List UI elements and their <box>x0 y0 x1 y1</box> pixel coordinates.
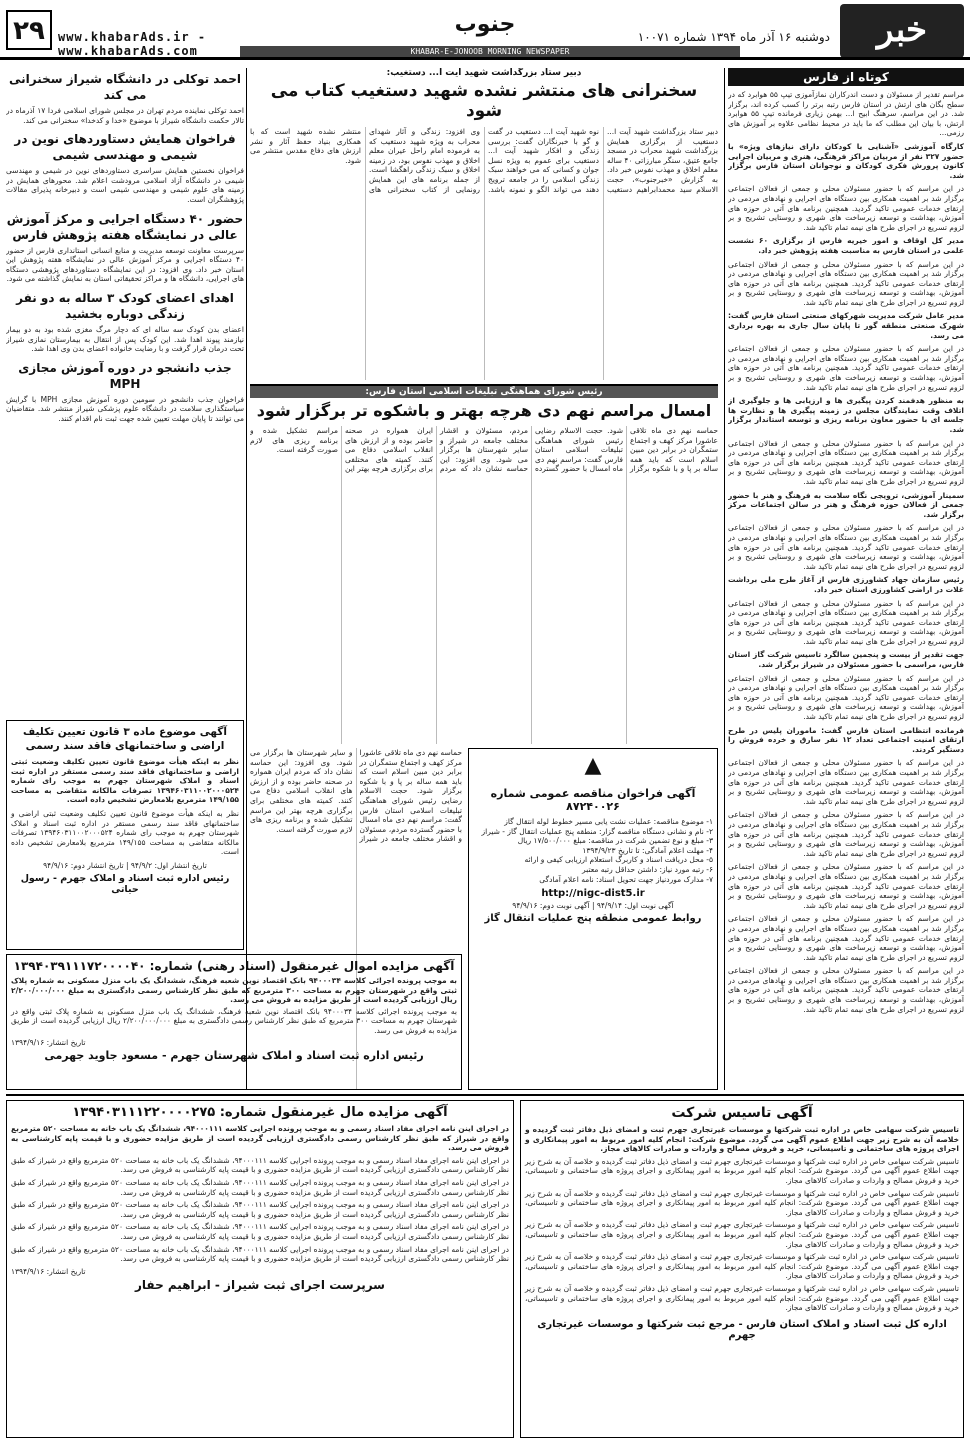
right-body: در این مراسم که با حضور مسئولان محلی و جمعی از فعالان اجتماعی برگزار شد بر اهمیت همکاری بین دستگاه های اجرایی و نهادهای مردمی در ارتقای خدمات عمومی تاکید گردید. همچنین برنامه های آتی در حوزه های آموزش، بهداشت و توسعه زیرساخت های شهری و روستایی تشریح و بر لزوم تسریع در اجرای طرح های نیمه تمام تاکید شد. <box>728 914 964 962</box>
right-column-heading: کوتاه از فارس <box>728 68 964 86</box>
ad-item: ۷- مدارک موردنیاز جهت تحویل اسناد: نامه اعلام آمادگی <box>539 874 713 884</box>
ad-body: تاسیس شرکت سهامی خاص در اداره ثبت شرکتها و موسسات غیرتجاری جهرم ثبت و امضای ذیل دفاتر ثبت گردیده و خلاصه آن به شرح زیر جهت اطلاع عموم آگهی می گردد. موضوع شرکت: انجام کلیه امور مربوط به امور پیمانکاری و اجرای پروژه های ساختمانی و تاسیساتی، خرید و فروش مصالح و واردات و صادرات کالاهای مجاز. <box>525 1156 959 1185</box>
english-strip: KHABAR-E-JONOOB MORNING NEWSPAPER <box>240 46 740 58</box>
ad-item: ۴- مهلت اعلام آمادگی: تا تاریخ ۱۳۹۴/۹/۲۳ <box>582 845 713 855</box>
news-body: فراخوان جذب دانشجو در سومین دوره آموزش مجازی MPH با گرایش سیاستگذاری سلامت در دانشگاه علوم پزشکی شیراز منتشر شد. متقاضیان می توانند تا پایان مهلت تعیین شده جهت ثبت نام اقدام کنند. <box>6 394 244 423</box>
news-headline: اهدای اعضای کودک ۳ ساله به دو نفر زندگی دوباره بخشید <box>16 290 234 321</box>
right-body: در این مراسم که با حضور مسئولان محلی و جمعی از فعالان اجتماعی برگزار شد بر اهمیت همکاری بین دستگاه های اجرایی و نهادهای مردمی در ارتقای خدمات عمومی تاکید گردید. همچنین برنامه های آتی در حوزه های آموزش، بهداشت و توسعه زیرساخت های شهری و روستایی تشریح و بر لزوم تسریع در اجرای طرح های نیمه تمام تاکید شد. <box>728 184 964 232</box>
ad-date: تاریخ انتشار: ۱۳۹۴/۹/۱۶ <box>11 1266 86 1276</box>
column-rule <box>246 68 247 1090</box>
ad-property-auction <box>6 1100 514 1438</box>
ad-body: تاسیس شرکت سهامی خاص در اداره ثبت شرکتها و موسسات غیرتجاری جهرم ثبت و امضای ذیل دفاتر ثبت گردیده و خلاصه آن به شرح زیر جهت اطلاع عموم آگهی می گردد. موضوع شرکت: انجام کلیه امور مربوط به امور پیمانکاری و اجرای پروژه های ساختمانی و تاسیساتی، خرید و فروش مصالح و واردات و صادرات کالاهای مجاز. <box>525 1125 959 1154</box>
news-headline: احمد توکلی در دانشگاه شیراز سخنرانی می کند <box>8 72 242 102</box>
article-body: دبیر ستاد بزرگداشت شهید آیت ا... دستغیب از برگزاری همایش بزرگداشت شهید محراب در مسجد جامع عتیق، سنگر مبارزاتی ۴۰ ساله معلم اخلاق و مهذب نفوس خبر داد. به گزارش «خبرجنوب»، حجت الاسلام سید محمدابراهیم دستغیب نوه شهید آیت ا... دستغیب در گفت و گو با خبرنگاران گفت: بررسی زندگی و افکار شهید آیت ا... دستغیب برای عموم به ویژه نسل جوان و کسانی که می خواهند سبک زندگی اسلامی را در جامعه ترویج دهند می تواند الگو و نمونه باشد. وی افزود: زندگی و آثار شهدای محراب به ویژه شهید دستغیب که به فرموده امام راحل عیران معلم اخلاق و مهذب نفوس بود، در زمینه اخلاق و سبک زندگی راهگشا است. از جمله برنامه های این همایش رونمایی از کتاب سخنرانی های منتشر نشده شهید است که با همکاری بنیاد حفظ آثار و نشر ارزش های دفاع مقدس منتشر می شود. <box>250 127 718 194</box>
news-body: سرپرست معاونت توسعه مدیریت و منابع انسانی استانداری فارس از حضور ۴۰ دستگاه اجرایی و مرکز آموزش عالی در نمایشگاه هفته پژوهش این استان خبر داد. وی افزود: در این نمایشگاه دستاوردهای پژوهشی دستگاه های اجرایی، دانشگاه ها و مراکز تحقیقاتی استان به نمایش گذاشته می شود. <box>6 245 244 284</box>
brief-item: مدیر کل اوقاف و امور خیریه فارس از برگزاری ۶۰ نشست علمی در استان فارس به مناسبت هفته پژوهش خبر داد. <box>728 236 964 255</box>
newspaper-logo: خبر <box>840 4 964 58</box>
article-body: حماسه نهم دی ماه تلاقی عاشورا مرکز کهف و اجتماع ستمگران در برابر دین مبین اسلام است که باید همه ساله بر پا و با شکوه برگزار شود. حجت الاسلام رضایی رئیس شورای هماهنگی تبلیغات اسلامی استان فارس گفت: مراسم نهم دی ماه امسال با حضور گسترده مردم، مسئولان و اقشار مختلف جامعه در شیراز و سایر شهرستان ها برگزار می شود. وی افزود: این حماسه نشان داد که مردم ایران همواره در صحنه حاضر بوده و از ارزش های انقلاب اسلامی دفاع می کنند. کمیته های مختلفی برای برگزاری هرچه بهتر این مراسم تشکیل شده و برنامه ریزی های لازم صورت گرفته است. <box>250 426 718 474</box>
brief-item: کارگاه آموزشی «آشنایی با کودکان دارای نیازهای ویژه» با حضور ۳۲۷ نفر از مربیان مراکز فرهنگی، هنری و مربیان اجرایی کانون پرورش فکری کودکان و نوجوانان استان فارس برگزار شد. <box>728 141 964 180</box>
ad-url[interactable]: http://nigc-dist5.ir <box>541 888 645 900</box>
page-number: ۲۹ <box>6 10 52 50</box>
ad-body: در اجرای اینن نامه اجرای مفاد اسناد رسمی و به موجب پرونده اجرایی کلاسه ۹۴۰۰۰۱۱۱، ششدانگ یک باب خانه به مساحت ۵۲۰ مترمربع واقع در شیراز که طبق نظر کارشناس رسمی دادگستری ارزیابی گردیده است از طریق مزایده حضوری و با قیمت پایه کارشناسی به فروش می رسد. <box>11 1124 510 1153</box>
right-body: در این مراسم که با حضور مسئولان محلی و جمعی از فعالان اجتماعی برگزار شد بر اهمیت همکاری بین دستگاه های اجرایی و نهادهای مردمی در ارتقای خدمات عمومی تاکید گردید. همچنین برنامه های آتی در حوزه های آموزش، بهداشت و توسعه زیرساخت های شهری و روستایی تشریح و بر لزوم تسریع در اجرای طرح های نیمه تمام تاکید شد. <box>728 966 964 1014</box>
article-kicker: دبیر ستاد بزرگداشت شهید آیت ا... دستغیب: <box>386 68 582 78</box>
ad-body: در اجرای اینن نامه اجرای مفاد اسناد رسمی و به موجب پرونده اجرایی کلاسه ۹۴۰۰۰۱۱۱، ششدانگ یک باب خانه به مساحت ۵۲۰ مترمربع واقع در شیراز که طبق نظر کارشناس رسمی دادگستری ارزیابی گردیده است از طریق مزایده حضوری و با قیمت پایه کارشناسی به فروش می رسد. <box>11 1244 510 1264</box>
section-rule <box>6 1094 964 1096</box>
right-body: در این مراسم که با حضور مسئولان محلی و جمعی از فعالان اجتماعی برگزار شد بر اهمیت همکاری بین دستگاه های اجرایی و نهادهای مردمی در ارتقای خدمات عمومی تاکید گردید. همچنین برنامه های آتی در حوزه های آموزش، بهداشت و توسعه زیرساخت های شهری و روستایی تشریح و بر لزوم تسریع در اجرای طرح های نیمه تمام تاکید شد. <box>728 810 964 858</box>
ad-signature: رئیس اداره ثبت اسناد و املاک جهرم - رسول حیاتی <box>20 872 230 895</box>
ad-mortgage-auction <box>6 954 462 1090</box>
brief-item: مدیر عامل شرکت مدیریت شهرکهای صنعتی استان فارس گفت: شهرک صنعتی منطقه گور تا پایان سال جاری به بهره برداری می رسد. <box>728 311 964 340</box>
ad-title: آگهی تاسیس شرکت <box>671 1105 813 1121</box>
right-body: در این مراسم که با حضور مسئولان محلی و جمعی از فعالان اجتماعی برگزار شد بر اهمیت همکاری بین دستگاه های اجرایی و نهادهای مردمی در ارتقای خدمات عمومی تاکید گردید. همچنین برنامه های آتی در حوزه های آموزش، بهداشت و توسعه زیرساخت های شهری و روستایی تشریح و بر لزوم تسریع در اجرای طرح های نیمه تمام تاکید شد. <box>728 523 964 571</box>
news-headline: حضور ۴۰ دستگاه اجرایی و مرکز آموزش عالی در نمایشگاه هفته پژوهش فارس <box>6 211 244 242</box>
right-lead: مراسم تقدیر از مسئولان و دست اندرکاران نمازآموزی تیپ ۵۵ هوابرد که در سطح بگان های ارتش در استان فارس رتبه برتر را کسب کرده اند، برگزار شد. در این مراسم، سرهنگ ابیح ا... بهمن زیاری فرمانده تیپ ۵۵ هوابرد ارتش، با بیان این مطلب که ما باید در محیط نظامی علاوه بر آموزش های رزمی... <box>728 90 964 138</box>
ad-body: نظر به اینکه هیأت موضوع قانون تعیین تکلیف وضعیت ثبتی اراضی و ساختمانهای فاقد سند رسمی مستقر در اداره ثبت اسناد و املاک شهرستان جهرم به موجب رای شماره ۱۳۹۴۶۰۳۱۱۰۰۲۰۰۰۵۲۴ تصرفات مالکانه متقاضی به مساحت ۱۴۹/۱۵۵ مترمربع بلامعارض تشخیص داده است. <box>11 757 239 805</box>
news-body: احمد توکلی نماینده مردم تهران در مجلس شورای اسلامی فردا ۱۷ آذرماه در تالار حکمت دانشگاه شیراز با موضوع «خدا و کدخدا» سخنرانی می کند. <box>6 106 244 125</box>
right-body: در این مراسم که با حضور مسئولان محلی و جمعی از فعالان اجتماعی برگزار شد بر اهمیت همکاری بین دستگاه های اجرایی و نهادهای مردمی در ارتقای خدمات عمومی تاکید گردید. همچنین برنامه های آتی در حوزه های آموزش، بهداشت و توسعه زیرساخت های شهری و روستایی تشریح و بر لزوم تسریع در اجرای طرح های نیمه تمام تاکید شد. <box>728 438 964 486</box>
section-title: جنوب <box>454 12 516 37</box>
right-body: در این مراسم که با حضور مسئولان محلی و جمعی از فعالان اجتماعی برگزار شد بر اهمیت همکاری بین دستگاه های اجرایی و نهادهای مردمی در ارتقای خدمات عمومی تاکید گردید. همچنین برنامه های آتی در حوزه های آموزش، بهداشت و توسعه زیرساخت های شهری و روستایی تشریح و بر لزوم تسریع در اجرای طرح های نیمه تمام تاکید شد. <box>728 758 964 806</box>
brief-item: سمینار آموزشی، ترویجی نگاه سلامت به فرهنگ و هنر با حضور جمعی از فعالان حوزه فرهنگ و هنر در سالن اجتماعات مرکز برگزار شد. <box>728 490 964 519</box>
ad-signature: سرپرست اجرای ثبت شیراز - ابراهیم حفار <box>135 1278 385 1293</box>
ad-body: تاسیس شرکت سهامی خاص در اداره ثبت شرکتها و موسسات غیرتجاری جهرم ثبت و امضای ذیل دفاتر ثبت گردیده و خلاصه آن به شرح زیر جهت اطلاع عموم آگهی می گردد. موضوع شرکت: انجام کلیه امور مربوط به امور پیمانکاری و اجرای پروژه های ساختمانی و تاسیساتی، خرید و فروش مصالح و واردات و صادرات کالاهای مجاز. <box>525 1283 959 1313</box>
right-body: در این مراسم که با حضور مسئولان محلی و جمعی از فعالان اجتماعی برگزار شد بر اهمیت همکاری بین دستگاه های اجرایی و نهادهای مردمی در ارتقای خدمات عمومی تاکید گردید. همچنین برنامه های آتی در حوزه های آموزش، بهداشت و توسعه زیرساخت های شهری و روستایی تشریح و بر لزوم تسریع در اجرای طرح های نیمه تمام تاکید شد. <box>728 259 964 307</box>
brief-item: جهت تقدیر از بیست و پنجمین سالگرد تاسیس شرکت گاز استان فارس، مراسمی با حضور مسئولان در شیراز برگزار شد. <box>728 650 964 670</box>
news-body: فراخوان نخستین همایش سراسری دستاوردهای نوین در شیمی و مهندسی شیمی در دانشگاه آزاد اسلامی مرودشت اعلام شد. محورهای همایش در زمینه های علوم شیمی و مهندسی شیمی است و دبیرخانه پذیرای مقالات پژوهشگران است. <box>6 166 244 204</box>
article-nine-dey <box>250 384 718 744</box>
ad-dates: تاریخ انتشار اول: ۹۴/۹/۲ | تاریخ انتشار دوم: ۹۴/۹/۱۶ <box>43 860 207 870</box>
left-column <box>6 68 244 716</box>
ad-body: تاسیس شرکت سهامی خاص در اداره ثبت شرکتها و موسسات غیرتجاری جهرم ثبت و امضای ذیل دفاتر ثبت گردیده و خلاصه آن به شرح زیر جهت اطلاع عموم آگهی می گردد. موضوع شرکت: انجام کلیه امور مربوط به امور پیمانکاری و اجرای پروژه های ساختمانی و تاسیساتی، خرید و فروش مصالح و واردات و صادرات کالاهای مجاز. <box>525 1188 959 1217</box>
column-rule <box>724 68 725 1090</box>
ad-signature: روابط عمومی منطقه پنج عملیات انتقال گاز <box>484 912 702 924</box>
ad-title: آگهی فراخوان مناقصه عمومی شماره ۸۷۲۴۰۰۲۶ <box>490 787 696 813</box>
right-body: در این مراسم که با حضور مسئولان محلی و جمعی از فعالان اجتماعی برگزار شد بر اهمیت همکاری بین دستگاه های اجرایی و نهادهای مردمی در ارتقای خدمات عمومی تاکید گردید. همچنین برنامه های آتی در حوزه های آموزش، بهداشت و توسعه زیرساخت های شهری و روستایی تشریح و بر لزوم تسریع در اجرای طرح های نیمه تمام تاکید شد. <box>728 673 964 722</box>
brief-item: فرمانده انتظامی استان فارس گفت: ماموران پلیس در طرح ارتقای امنیت اجتماعی تعداد ۱۲ نفر سارق و خرده فروش را دستگیر کردند. <box>728 725 964 754</box>
news-headline: جذب دانشجو در دوره آموزش مجازی MPH <box>18 360 232 391</box>
article-body: حماسه نهم دی ماه تلاقی عاشورا مرکز کهف و اجتماع ستمگران در برابر دین مبین اسلام است که باید همه ساله بر پا و با شکوه برگزار شود. حجت الاسلام رضایی رئیس شورای هماهنگی تبلیغات اسلامی استان فارس گفت: مراسم نهم دی ماه امسال با حضور گسترده مردم، مسئولان و اقشار مختلف جامعه در شیراز و سایر شهرستان ها برگزار می شود. وی افزود: این حماسه نشان داد که مردم ایران همواره در صحنه حاضر بوده و از ارزش های انقلاب اسلامی دفاع می کنند. کمیته های مختلفی برای برگزاری هرچه بهتر این مراسم تشکیل شده و برنامه ریزی های لازم صورت گرفته است. <box>250 748 462 844</box>
ad-signature: اداره کل ثبت اسناد و املاک استان فارس - مرجع ثبت شرکتها و موسسات غیرتجاری جهرم <box>537 1318 947 1341</box>
brief-item: رئیس سازمان جهاد کشاورزی فارس از آغاز طرح ملی برداشت غلات در اراضی کشاورزی استان خبر داد. <box>728 575 964 594</box>
ad-body: در اجرای اینن نامه اجرای مفاد اسناد رسمی و به موجب پرونده اجرایی کلاسه ۹۴۰۰۰۱۱۱، ششدانگ یک باب خانه به مساحت ۵۲۰ مترمربع واقع در شیراز که طبق نظر کارشناس رسمی دادگستری ارزیابی گردیده است از طریق مزایده حضوری و با قیمت پایه کارشناسی به فروش می رسد. <box>11 1155 510 1175</box>
article-dastgheib <box>250 68 718 380</box>
ad-body: تاسیس شرکت سهامی خاص در اداره ثبت شرکتها و موسسات غیرتجاری جهرم ثبت و امضای ذیل دفاتر ثبت گردیده و خلاصه آن به شرح زیر جهت اطلاع عموم آگهی می گردد. موضوع شرکت: انجام کلیه امور مربوط به امور پیمانکاری و اجرای پروژه های ساختمانی و تاسیساتی، خرید و فروش مصالح و واردات و صادرات کالاهای مجاز. <box>525 1220 959 1249</box>
ad-body: به موجب پرونده اجرائی کلاسه ۹۴۰۰۰۳۴ بانک اقتصاد نوین شعبه فرهنگ، ششدانگ یک باب منزل مسکونی به شماره پلاک ثبتی واقع در شهرستان جهرم به مساحت ۳۰۰ مترمربع که طبق نظر کارشناس رسمی دادگستری به مبلغ ۲/۲۰۰/۰۰۰/۰۰۰ ریال ارزیابی گردیده است از طریق مزایده به فروش می رسد. <box>11 976 457 1005</box>
article-headline: امسال مراسم نهم دی هرچه بهتر و باشکوه تر برگزار شود <box>256 401 712 420</box>
right-column <box>728 68 964 1090</box>
dateline: دوشنبه ۱۶ آذر ماه ۱۳۹۴ شماره ۱۰۰۷۱ <box>637 30 830 44</box>
ad-item: ۲- نام و نشانی دستگاه مناقصه گزار: منطقه پنج عملیات انتقال گاز - شیراز <box>481 826 713 836</box>
brief-item: به منظور هدفمند کردن پیگیری ها و ارزیابی ها و جلوگیری از اتلاف وقت نمایندگان مجلس در زمینه پیگیری ها و نظارت ها جلسه ای با حضور معاون برنامه ریزی و توسعه استاندار برگزار شد. <box>728 396 964 434</box>
gas-company-logo-icon: ▲ <box>584 753 602 778</box>
right-body: در این مراسم که با حضور مسئولان محلی و جمعی از فعالان اجتماعی برگزار شد بر اهمیت همکاری بین دستگاه های اجرایی و نهادهای مردمی در ارتقای خدمات عمومی تاکید گردید. همچنین برنامه های آتی در حوزه های آموزش، بهداشت و توسعه زیرساخت های شهری و روستایی تشریح و بر لزوم تسریع در اجرای طرح های نیمه تمام تاکید شد. <box>728 344 964 392</box>
ad-body: تاسیس شرکت سهامی خاص در اداره ثبت شرکتها و موسسات غیرتجاری جهرم ثبت و امضای ذیل دفاتر ثبت گردیده و خلاصه آن به شرح زیر جهت اطلاع عموم آگهی می گردد. موضوع شرکت: انجام کلیه امور مربوط به امور پیمانکاری و اجرای پروژه های ساختمانی و تاسیساتی، خرید و فروش مصالح و واردات و صادرات کالاهای مجاز. <box>525 1252 959 1281</box>
ad-item: ۵- محل دریافت اسناد و کاربرگ استعلام ارزیابی کیفی و ارائه <box>524 855 713 865</box>
ad-body: در اجرای اینن نامه اجرای مفاد اسناد رسمی و به موجب پرونده اجرایی کلاسه ۹۴۰۰۰۱۱۱، ششدانگ یک باب خانه به مساحت ۵۲۰ مترمربع واقع در شیراز که طبق نظر کارشناس رسمی دادگستری ارزیابی گردیده است از طریق مزایده حضوری و با قیمت پایه کارشناسی به فروش می رسد. <box>11 1200 510 1219</box>
ad-title: آگهی مزایده اموال غیرمنقول (اسناد رهنی) شماره: ۱۳۹۴۰۳۹۱۱۱۷۲۰۰۰۰۴۰ <box>13 959 455 973</box>
article-headline: سخنرانی های منتشر نشده شهید دستغیب کتاب می شود <box>270 81 698 121</box>
ad-item: ۳- مبلغ و نوع تضمین شرکت در مناقصه: مبلغ ۱۷/۵۰۰/۰۰۰ ریال <box>517 836 713 846</box>
ad-item: ۶- رتبه مورد نیاز: داشتن حداقل رتبه معتبر <box>582 864 713 874</box>
website-link[interactable]: www.khabarAds.ir - www.khabarAds.com <box>58 30 207 58</box>
ad-body: در اجرای اینن نامه اجرای مفاد اسناد رسمی و به موجب پرونده اجرایی کلاسه ۹۴۰۰۰۱۱۱، ششدانگ یک باب خانه به مساحت ۵۲۰ مترمربع واقع در شیراز که طبق نظر کارشناس رسمی دادگستری ارزیابی گردیده است از طریق مزایده حضوری و با قیمت پایه کارشناسی به فروش می رسد. <box>11 1177 510 1197</box>
ad-company-founding <box>520 1100 964 1438</box>
right-body: در این مراسم که با حضور مسئولان محلی و جمعی از فعالان اجتماعی برگزار شد بر اهمیت همکاری بین دستگاه های اجرایی و نهادهای مردمی در ارتقای خدمات عمومی تاکید گردید. همچنین برنامه های آتی در حوزه های آموزش، بهداشت و توسعه زیرساخت های شهری و روستایی تشریح و بر لزوم تسریع در اجرای طرح های نیمه تمام تاکید شد. <box>728 862 964 910</box>
ad-title: آگهی مزایده مال غیرمنقول شماره: ۱۳۹۴۰۳۱۱۱۲۲۰۰۰۰۲۷۵ <box>72 1105 448 1120</box>
ad-title: آگهی موضوع ماده ۳ قانون تعیین تکلیف اراضی و ساختمانهای فاقد سند رسمی <box>23 726 227 752</box>
masthead <box>0 0 970 60</box>
ad-body: در اجرای اینن نامه اجرای مفاد اسناد رسمی و به موجب پرونده اجرایی کلاسه ۹۴۰۰۰۱۱۱، ششدانگ یک باب خانه به مساحت ۵۲۰ مترمربع واقع در شیراز که طبق نظر کارشناس رسمی دادگستری ارزیابی گردیده است از طریق مزایده حضوری و با قیمت پایه کارشناسی به فروش می رسد. <box>11 1222 510 1241</box>
ad-dates: آگهی نوبت اول: ۹۴/۹/۱۴ | آگهی نوبت دوم: ۹۴/۹/۱۶ <box>512 901 674 911</box>
right-body: در این مراسم که با حضور مسئولان محلی و جمعی از فعالان اجتماعی برگزار شد بر اهمیت همکاری بین دستگاه های اجرایی و نهادهای مردمی در ارتقای خدمات عمومی تاکید گردید. همچنین برنامه های آتی در حوزه های آموزش، بهداشت و توسعه زیرساخت های شهری و روستایی تشریح و بر لزوم تسریع در اجرای طرح های نیمه تمام تاکید شد. <box>728 598 964 646</box>
news-headline: فراخوان همایش دستاوردهای نوین در شیمی و مهندسی شیمی <box>14 132 236 163</box>
ad-signature: رئیس اداره ثبت اسناد و املاک شهرستان جهرم - مسعود جاوید جهرمی <box>44 1049 424 1063</box>
ad-body: به موجب پرونده اجرائی کلاسه ۹۴۰۰۰۳۴ بانک اقتصاد نوین شعبه فرهنگ، ششدانگ یک باب منزل مسکونی به شماره پلاک ثبتی واقع در شهرستان جهرم به مساحت ۳۰۰ مترمربع که طبق نظر کارشناس رسمی دادگستری به مبلغ ۲/۲۰۰/۰۰۰/۰۰۰ ریال ارزیابی گردیده است از طریق مزایده به فروش می رسد. <box>11 1006 458 1035</box>
ad-land-registry <box>6 720 244 950</box>
ad-gas-tender <box>468 748 718 1090</box>
article-kicker: رئیس شورای هماهنگی تبلیغات اسلامی استان فارس: <box>250 386 718 398</box>
news-body: اعضای بدن کودک سه ساله ای که دچار مرگ مغزی شده بود به دو بیمار نیازمند پیوند اهدا شد. این کودک پس از انتقال به بیمارستان نمازی شیراز تحت درمان قرار گرفت و با رضایت خانواده اعضای بدن وی اهدا شد. <box>6 324 244 354</box>
ad-item: ۱- موضوع مناقصه: عملیات نشت یابی مسیر خطوط لوله انتقال گاز <box>504 817 713 826</box>
ad-body: نظر به اینکه هیأت موضوع قانون تعیین تکلیف وضعیت ثبتی اراضی و ساختمانهای فاقد سند رسمی مستقر در اداره ثبت اسناد و املاک شهرستان جهرم به موجب رای شماره ۱۳۹۴۶۰۳۱۱۰۰۲۰۰۰۵۲۴ تصرفات مالکانه متقاضی به مساحت ۱۴۹/۱۵۵ مترمربع بلامعارض تشخیص داده است. <box>11 808 239 857</box>
ad-date: تاریخ انتشار: ۱۳۹۴/۹/۱۶ <box>11 1037 86 1047</box>
